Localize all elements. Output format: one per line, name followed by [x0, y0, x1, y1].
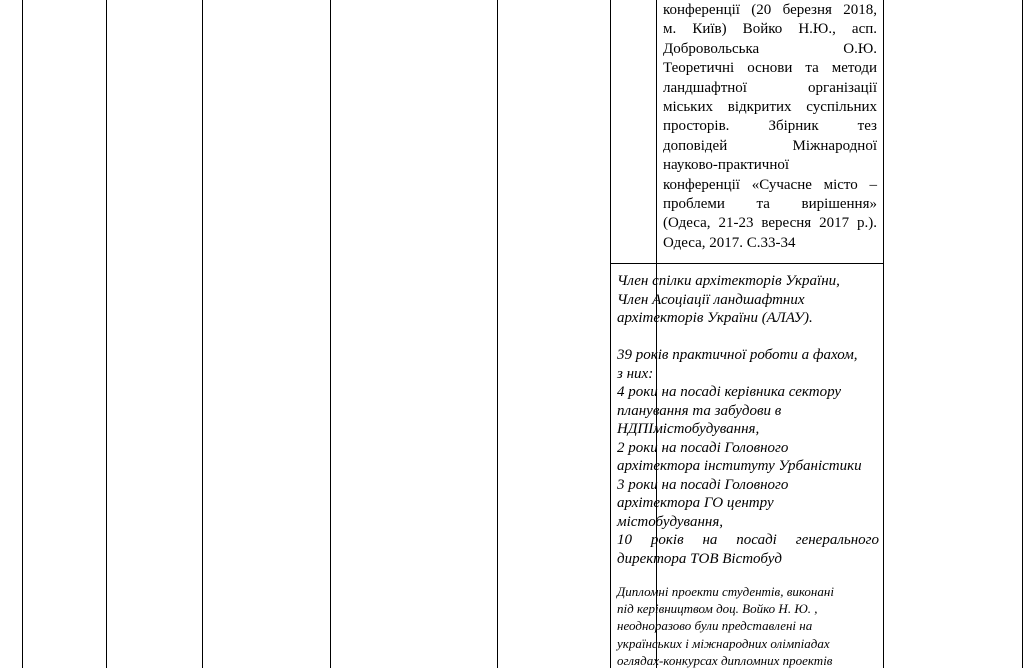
table-column-divider — [883, 0, 884, 668]
experience-line: містобудування, — [617, 513, 724, 530]
projects-line: під керівництвом доц. Войко Н. Ю. , — [617, 601, 818, 617]
reference-line: міських відкритих суспільних — [663, 99, 877, 116]
experience-info — [617, 346, 879, 568]
experience-line: директора ТОВ Вістобуд — [617, 550, 782, 567]
table-column-divider — [202, 0, 203, 668]
table-border-right — [1022, 0, 1023, 668]
reference-line: науково-практичної — [663, 157, 790, 174]
row-divider — [610, 263, 883, 264]
reference-line: доповідей Міжнародної — [663, 137, 877, 154]
experience-line: 4 роки на посаді керівника сектору — [617, 384, 842, 400]
experience-line: 3 роки на посаді Головного — [617, 476, 789, 493]
projects-line: українських і міжнародних олімпіадах — [617, 635, 830, 651]
membership-line: Член спілки архітекторів України, — [617, 273, 840, 289]
table-column-divider — [497, 0, 498, 668]
experience-line: НДПІмістобудування, — [617, 421, 760, 437]
reference-line: ландшафтної організації — [663, 79, 877, 96]
reference-line: Добровольська О.Ю. — [663, 40, 877, 57]
reference-line: (Одеса, 21-23 вересня 2017 р.). — [663, 215, 877, 232]
table-border-left — [22, 0, 23, 668]
table-column-divider — [610, 0, 611, 668]
projects-info — [617, 583, 867, 669]
experience-line: 10 років на посаді генерального — [617, 532, 879, 548]
projects-line: Дипломні проекти студентів, виконані — [617, 584, 834, 599]
experience-line: 39 років практичної роботи а фахом, — [617, 347, 858, 363]
experience-line: архітектора ГО центру — [617, 495, 774, 511]
reference-line: конференції (20 березня 2018, — [663, 2, 877, 18]
reference-line: Теоретичні основи та методи — [663, 60, 877, 77]
reference-line: Одеса, 2017. С.33-34 — [663, 234, 796, 251]
experience-line: з них: — [617, 365, 654, 382]
publication-reference — [663, 1, 877, 253]
reference-line: м. Київ) Войко Н.Ю., асп. — [663, 21, 877, 38]
projects-line: оглядах-конкурсах дипломних проектів — [617, 652, 833, 668]
reference-line: конференції «Сучасне місто – — [663, 176, 877, 193]
projects-line: неодноразово були представлені на — [617, 618, 813, 634]
experience-line: планування та забудови в — [617, 402, 782, 419]
table-column-divider — [330, 0, 331, 668]
membership-line: Член Асоціації ландшафтних — [617, 291, 805, 308]
experience-line: 2 роки на посаді Головного — [617, 439, 789, 456]
membership-info — [617, 272, 879, 328]
table-column-divider — [106, 0, 107, 668]
reference-line: просторів. Збірник тез — [663, 118, 877, 135]
reference-line: проблеми та вирішення» — [663, 196, 877, 213]
experience-line: архітектора інституту Урбаністики — [617, 458, 862, 474]
membership-line: архітекторів України (АЛАУ). — [617, 310, 813, 326]
